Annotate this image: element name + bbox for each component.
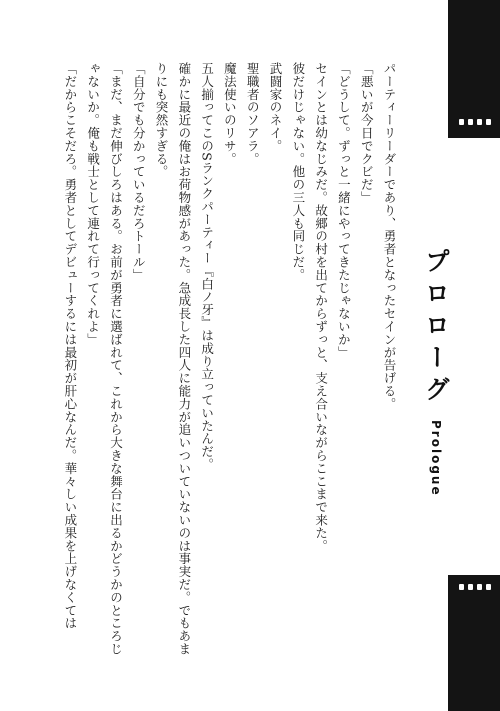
sprocket-hole bbox=[486, 119, 491, 125]
film-strip-decoration bbox=[448, 0, 500, 711]
film-strip-top bbox=[448, 0, 500, 138]
text-line: 「どうして。ずっと一緒にやってきたじゃないか」 bbox=[336, 62, 352, 359]
chapter-title: プロローグ bbox=[421, 248, 451, 408]
text-line: 武闘家のネイ。 bbox=[268, 62, 284, 153]
sprocket-holes-top bbox=[459, 119, 491, 125]
sprocket-holes-bottom bbox=[459, 584, 491, 590]
chapter-subtitle: Prologue bbox=[429, 420, 443, 497]
text-line: パーティーリーダーであり、勇者となったセインが告げる。 bbox=[382, 62, 397, 411]
text-line: 「だからこそだろ。勇者としてデビューするには最初が肝心なんだ。華々しい成果を上げなくては bbox=[62, 62, 78, 630]
film-strip-bottom bbox=[448, 575, 500, 711]
text-line: 「まだ、まだ伸びしろはある。お前が勇者に選ばれて、これから大きな舞台に出るかどうかのところじゃないか。俺も戦士として連れて行ってくれよ」 bbox=[85, 62, 124, 656]
sprocket-hole bbox=[468, 584, 473, 590]
chapter-heading bbox=[418, 248, 454, 497]
sprocket-hole bbox=[459, 584, 464, 590]
sprocket-hole bbox=[459, 119, 464, 125]
text-line: 「自分でも分かっているだろトール」 bbox=[131, 62, 147, 282]
text-line: 五人揃ってこのSランクパーティー『白ノ牙』は成り立っていたんだ。 bbox=[199, 62, 215, 471]
body-text bbox=[58, 62, 400, 662]
text-line: 「悪いが今日でクビだ」 bbox=[359, 62, 375, 204]
text-line: 聖職者のソアラ。 bbox=[245, 62, 261, 166]
text-line: 魔法使いのリサ。 bbox=[222, 62, 238, 166]
sprocket-hole bbox=[486, 584, 491, 590]
text-line: セインとは幼なじみだ。故郷の村を出てからずっと、支え合いながらここまで来た。 bbox=[313, 62, 329, 553]
sprocket-hole bbox=[477, 119, 482, 125]
sprocket-hole bbox=[477, 584, 482, 590]
text-line: 確かに最近の俺はお荷物感があった。急成長した四人に能力が追いついていないのは事実だ。でもあまりにも突然すぎる。 bbox=[154, 62, 192, 656]
text-line: 彼だけじゃない。他の三人も同じだ。 bbox=[290, 62, 306, 282]
sprocket-hole bbox=[468, 119, 473, 125]
